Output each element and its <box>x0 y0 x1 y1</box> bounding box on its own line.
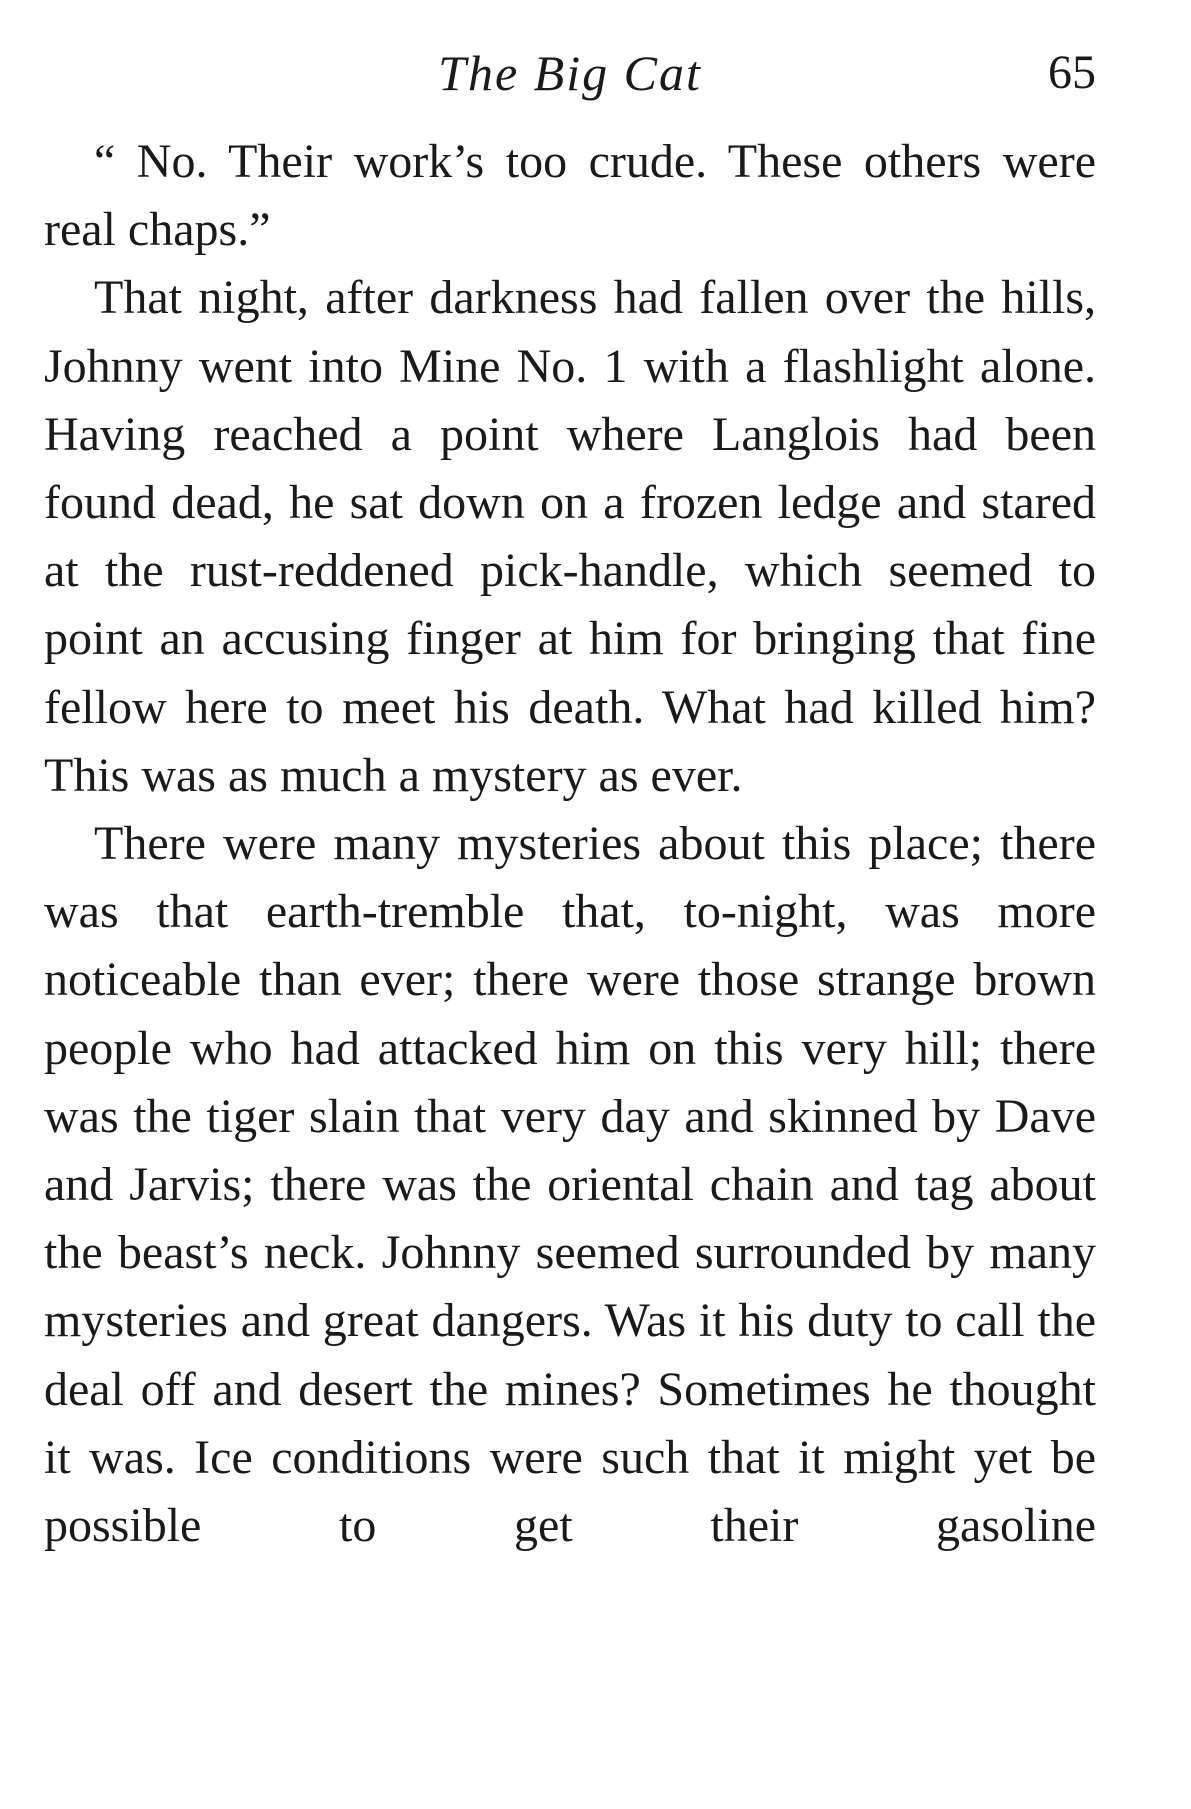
paragraph-3: There were many mysteries about this place; there was that earth-tremble that, to-night, was more noticeable than ever; there were those strange brown people who had attacked him on this very hill; there was the tiger slain that very day and skinned by Dave and Jarvis; there was the oriental chain and tag about the beast’s neck. Johnny seemed surrounded by many mysteries and great dangers. Was it his duty to call the deal off and desert the mines? Sometimes he thought it was. Ice conditions were such that it might yet be possible to get their gasoline <box>44 817 1096 1553</box>
paragraph-2: That night, after darkness had fallen over the hills, Johnny went into Mine No. 1 with a flashlight alone. Having reached a point where Langlois had been found dead, he sat down on a frozen ledge and stared at the rust-reddened pick-handle, which seemed to point an accusing finger at him for bringing that fine fellow here to meet his death. What had killed him? This was as much a mystery as ever. <box>44 271 1096 802</box>
body-text <box>44 128 1096 1560</box>
running-head <box>44 38 1096 108</box>
paragraph-1: “ No. Their work’s too crude. These others were real chaps.” <box>44 135 1096 257</box>
page-number: 65 <box>1048 46 1096 99</box>
running-title: The Big Cat <box>438 45 702 101</box>
